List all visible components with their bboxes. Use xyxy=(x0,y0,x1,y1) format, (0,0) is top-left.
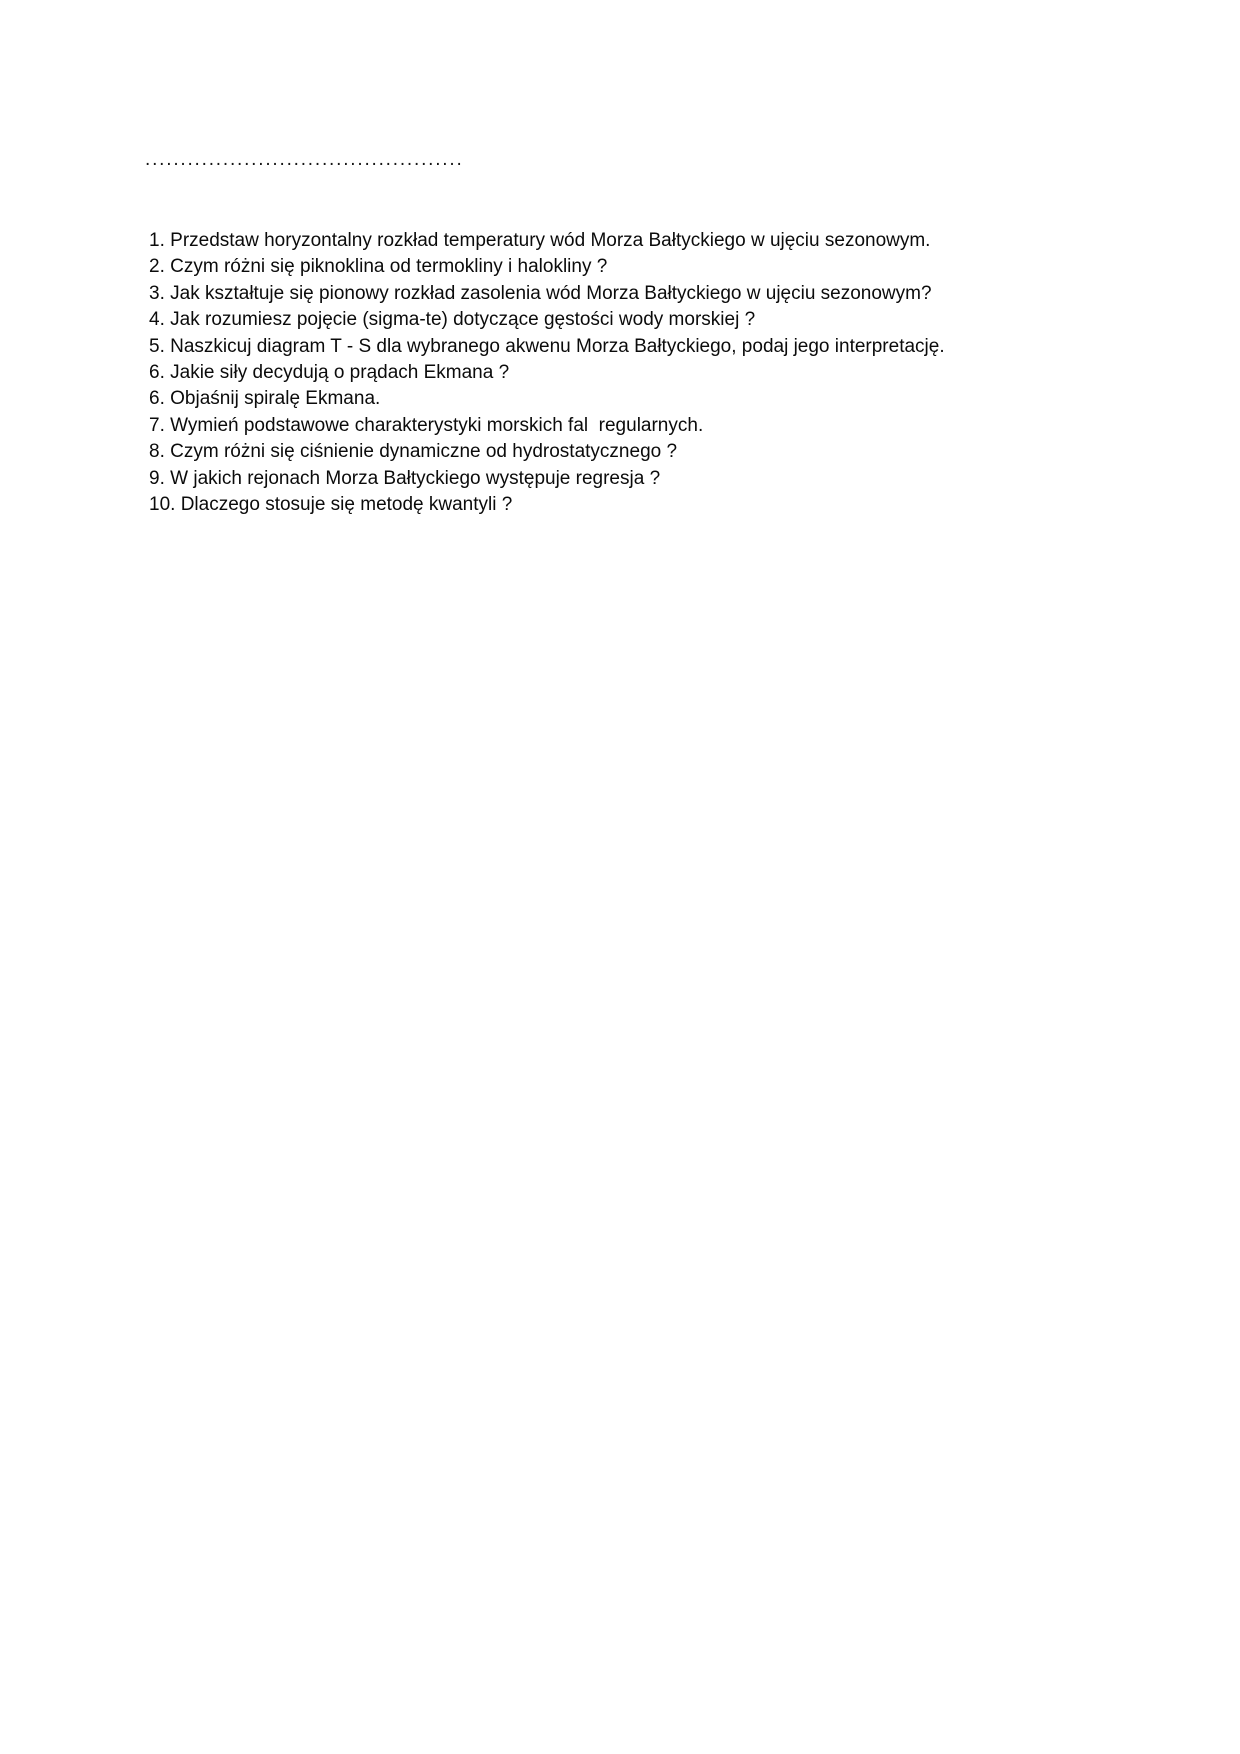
question-number: 10. xyxy=(149,494,176,516)
question-number: 9. xyxy=(149,467,165,489)
question-item xyxy=(149,360,945,386)
question-item xyxy=(149,466,945,492)
question-number: 4. xyxy=(149,309,165,331)
question-number: 2. xyxy=(149,256,165,278)
question-text: Czym różni się piknoklina od termokliny i halokliny ? xyxy=(170,256,608,278)
question-text: W jakich rejonach Morza Bałtyckiego występuje regresja ? xyxy=(170,467,661,489)
question-text: Jak kształtuje się pionowy rozkład zasolenia wód Morza Bałtyckiego w ujęciu sezonowym? xyxy=(170,282,932,304)
question-text: Jak rozumiesz pojęcie (sigma-te) dotyczące gęstości wody morskiej ? xyxy=(170,309,756,331)
question-text: Jakie siły decydują o prądach Ekmana ? xyxy=(170,362,510,384)
question-number: 3. xyxy=(149,282,165,304)
question-number: 5. xyxy=(149,335,165,357)
question-item xyxy=(149,307,945,333)
question-item xyxy=(149,254,945,280)
question-item xyxy=(149,439,945,465)
question-item xyxy=(149,228,945,254)
question-item xyxy=(149,281,945,307)
question-text: Naszkicuj diagram T - S dla wybranego akwenu Morza Bałtyckiego, podaj jego interpretację. xyxy=(170,335,945,357)
question-item xyxy=(149,492,945,518)
question-list xyxy=(149,228,945,518)
question-item xyxy=(149,413,945,439)
question-number: 7. xyxy=(149,414,165,436)
question-text: Przedstaw horyzontalny rozkład temperatury wód Morza Bałtyckiego w ujęciu sezonowym. xyxy=(170,230,931,251)
name-dotted-line: ............................................. xyxy=(145,149,464,170)
question-text: Objaśnij spiralę Ekmana. xyxy=(170,388,381,410)
question-item xyxy=(149,334,945,360)
question-number: 6. xyxy=(149,362,165,384)
question-text: Wymień podstawowe charakterystyki morskich fal regularnych. xyxy=(170,414,704,436)
question-text: Dlaczego stosuje się metodę kwantyli ? xyxy=(180,494,513,516)
question-number: 1. xyxy=(149,230,165,251)
question-number: 8. xyxy=(149,441,165,463)
question-item xyxy=(149,386,945,412)
question-text: Czym różni się ciśnienie dynamiczne od hydrostatycznego ? xyxy=(170,441,678,463)
question-number: 6. xyxy=(149,388,165,410)
